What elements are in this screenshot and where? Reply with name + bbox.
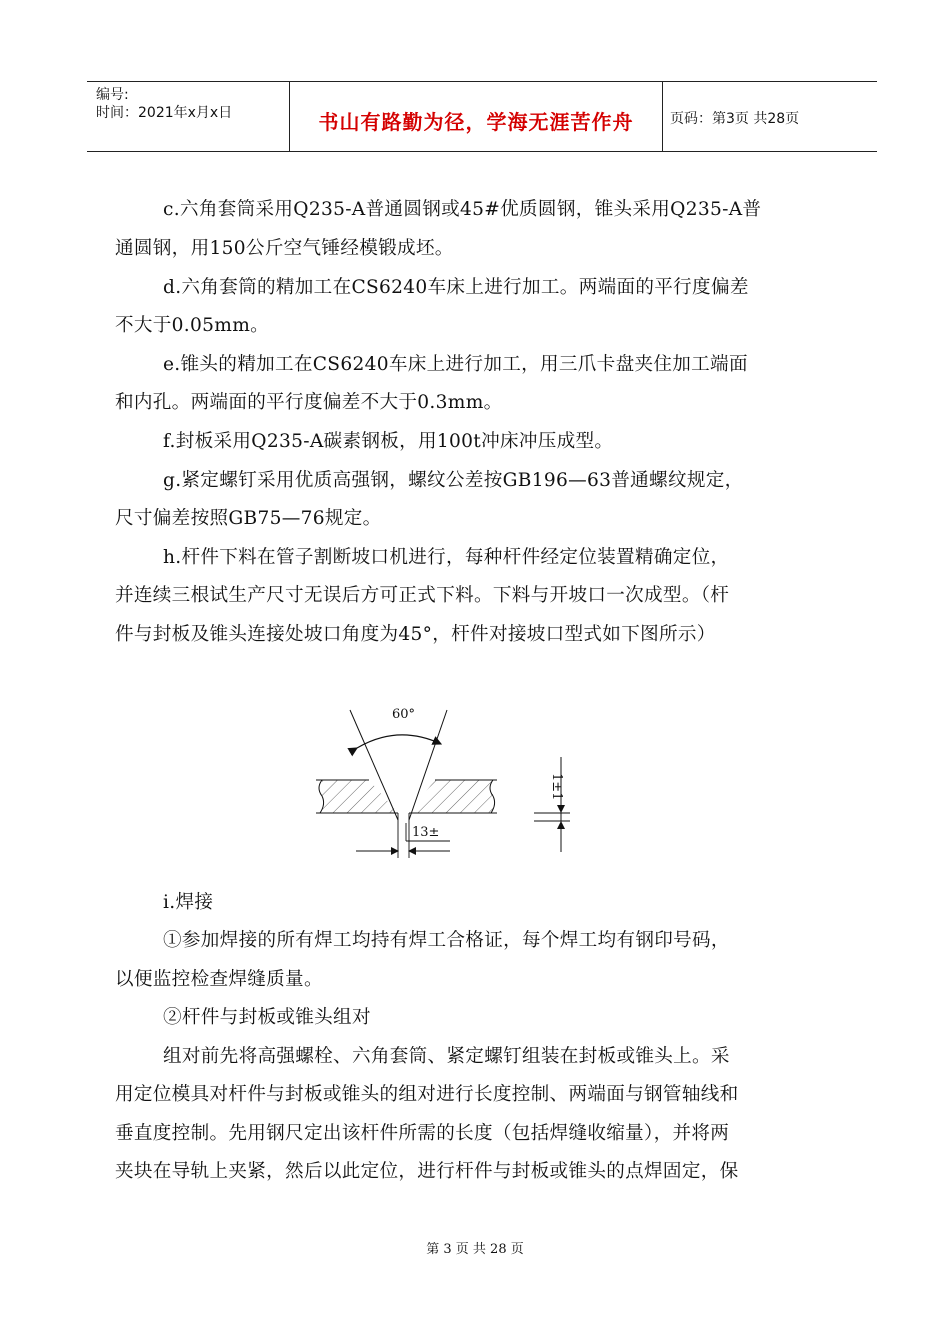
gap-label: 13± xyxy=(412,825,440,840)
paragraph-line: e.锥头的精加工在CS6240车床上进行加工，用三爪卡盘夹住加工端面 xyxy=(163,354,748,375)
paragraph-line: c.六角套筒采用Q235-A普通圆钢或45#优质圆钢，锥头采用Q235-A普 xyxy=(163,199,762,220)
paragraph-line: 尺寸偏差按照GB75—76规定。 xyxy=(115,508,382,529)
paragraph-line: d.六角套筒的精加工在CS6240车床上进行加工。两端面的平行度偏差 xyxy=(163,277,749,298)
paragraph-line: 件与封板及锥头连接处坡口角度为45°，杆件对接坡口型式如下图所示） xyxy=(115,624,716,645)
header-page-number: 页码：第3页 共28页 xyxy=(670,111,800,127)
root-face-label: 1±1 xyxy=(549,773,564,801)
header-motto: 书山有路勤为径，学海无涯苦作舟 xyxy=(318,110,634,134)
paragraph-line: 用定位模具对杆件与封板或锥头的组对进行长度控制、两端面与钢管轴线和 xyxy=(115,1084,739,1105)
time-text: 时间：2021年x月x日 xyxy=(96,105,233,121)
paragraph-line: 并连续三根试生产尺寸无误后方可正式下料。下料与开坡口一次成型。（杆 xyxy=(115,585,730,606)
paragraph-line: f.封板采用Q235-A碳素钢板，用100t冲床冲压成型。 xyxy=(163,431,614,452)
paragraph-line: ②杆件与封板或锥头组对 xyxy=(163,1007,371,1028)
paragraph-line: 垂直度控制。先用钢尺定出该杆件所需的长度（包括焊缝收缩量），并将两 xyxy=(115,1123,730,1144)
left-plate xyxy=(322,780,398,813)
paragraph-line: 通圆钢，用150公斤空气锤经模锻成坯。 xyxy=(115,238,454,259)
paragraph-line: i.焊接 xyxy=(163,892,214,913)
paragraph-line: 和内孔。两端面的平行度偏差不大于0.3mm。 xyxy=(115,392,503,413)
paragraph-line: 夹块在导轨上夹紧，然后以此定位，进行杆件与封板或锥头的点焊固定，保 xyxy=(115,1161,739,1182)
paragraph-line: 不大于0.05mm。 xyxy=(115,315,270,336)
page-footer: 第 3 页 共 28 页 xyxy=(426,1242,524,1257)
paragraph-line: g.紧定螺钉采用优质高强钢，螺纹公差按GB196—63普通螺纹规定， xyxy=(163,470,744,491)
paragraph-line: 组对前先将高强螺栓、六角套筒、紧定螺钉组装在封板或锥头上。采 xyxy=(163,1046,730,1067)
paragraph-line: 以便监控检查焊缝质量。 xyxy=(115,969,323,990)
paragraph-line: h.杆件下料在管子割断坡口机进行，每种杆件经定位装置精确定位， xyxy=(163,547,730,568)
angle-label: 60° xyxy=(392,707,416,722)
serial-label: 编号: xyxy=(96,87,129,103)
paragraph-line: ①参加焊接的所有焊工均持有焊工合格证，每个焊工均有钢印号码， xyxy=(163,930,730,951)
